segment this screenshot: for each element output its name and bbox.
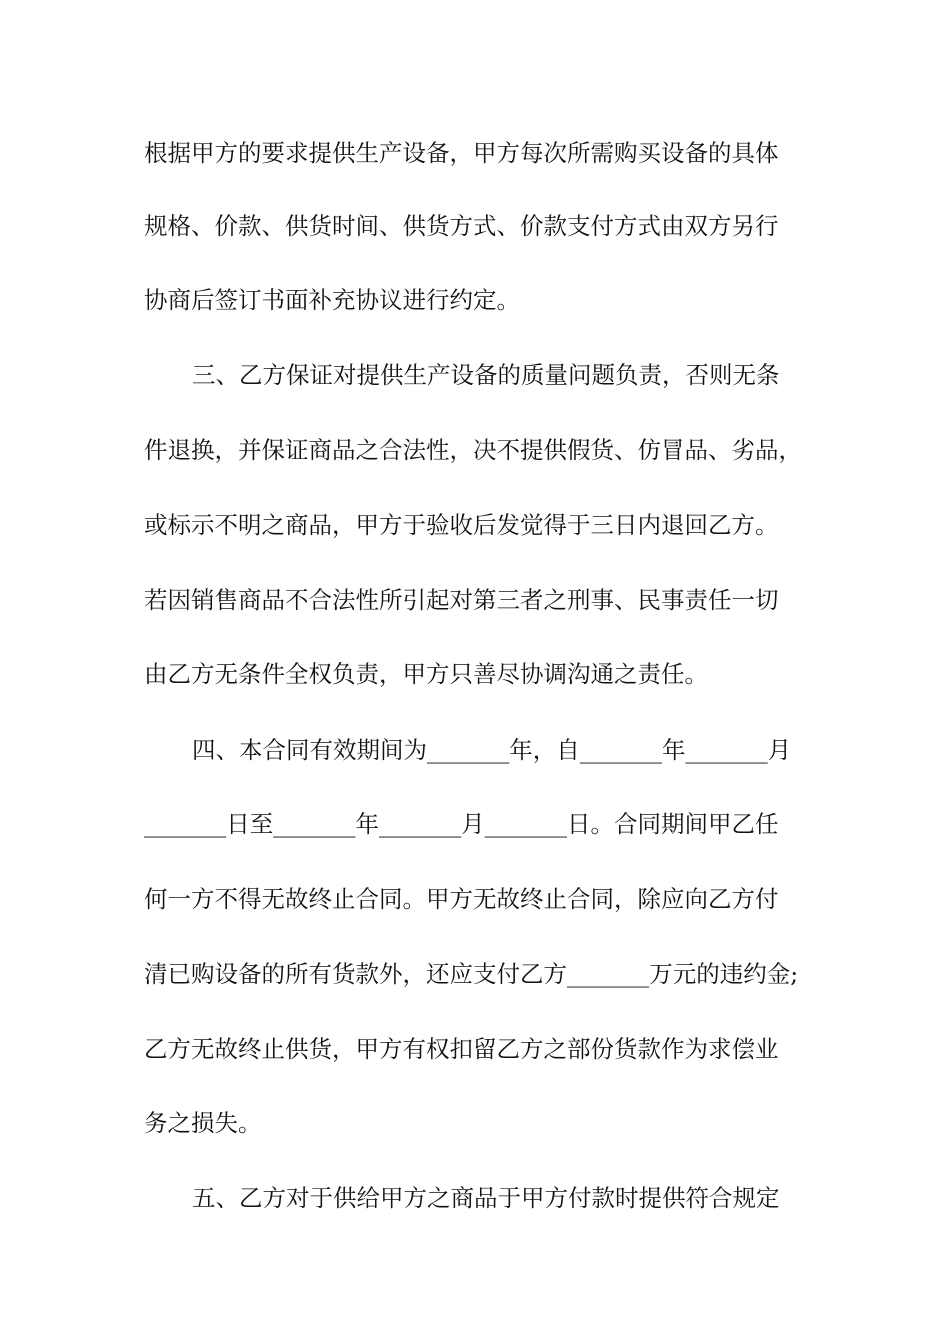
paragraph-line: 若因销售商品不合法性所引起对第三者之刑事、民事责任一切 bbox=[144, 586, 779, 614]
paragraph-line: 根据甲方的要求提供生产设备，甲方每次所需购买设备的具体 bbox=[144, 139, 779, 167]
paragraph-line: 乙方无故终止供货，甲方有权扣留乙方之部份货款作为求偿业 bbox=[144, 1035, 779, 1063]
paragraph-line: 协商后签订书面补充协议进行约定。 bbox=[144, 286, 520, 314]
paragraph-line: 规格、价款、供货时间、供货方式、价款支付方式由双方另行 bbox=[144, 212, 779, 240]
paragraph-line: 件退换，并保证商品之合法性，决不提供假货、仿冒品、劣品， bbox=[144, 436, 802, 464]
section-five-heading-line: 五、乙方对于供给甲方之商品于甲方付款时提供符合规定 bbox=[192, 1184, 780, 1212]
paragraph-line: _______日至_______年_______月_______日。合同期间甲乙任 bbox=[144, 810, 779, 838]
paragraph-line: 务之损失。 bbox=[144, 1109, 262, 1137]
section-three-heading-line: 三、乙方保证对提供生产设备的质量问题负责，否则无条 bbox=[192, 361, 780, 389]
paragraph-line: 清已购设备的所有货款外，还应支付乙方_______万元的违约金; bbox=[144, 960, 799, 988]
paragraph-line: 何一方不得无故终止合同。甲方无故终止合同，除应向乙方付 bbox=[144, 885, 779, 913]
paragraph-line: 或标示不明之商品，甲方于验收后发觉得于三日内退回乙方。 bbox=[144, 511, 779, 539]
section-four-heading-line: 四、本合同有效期间为_______年，自_______年_______月 bbox=[192, 736, 792, 764]
paragraph-line: 由乙方无条件全权负责，甲方只善尽协调沟通之责任。 bbox=[144, 660, 708, 688]
